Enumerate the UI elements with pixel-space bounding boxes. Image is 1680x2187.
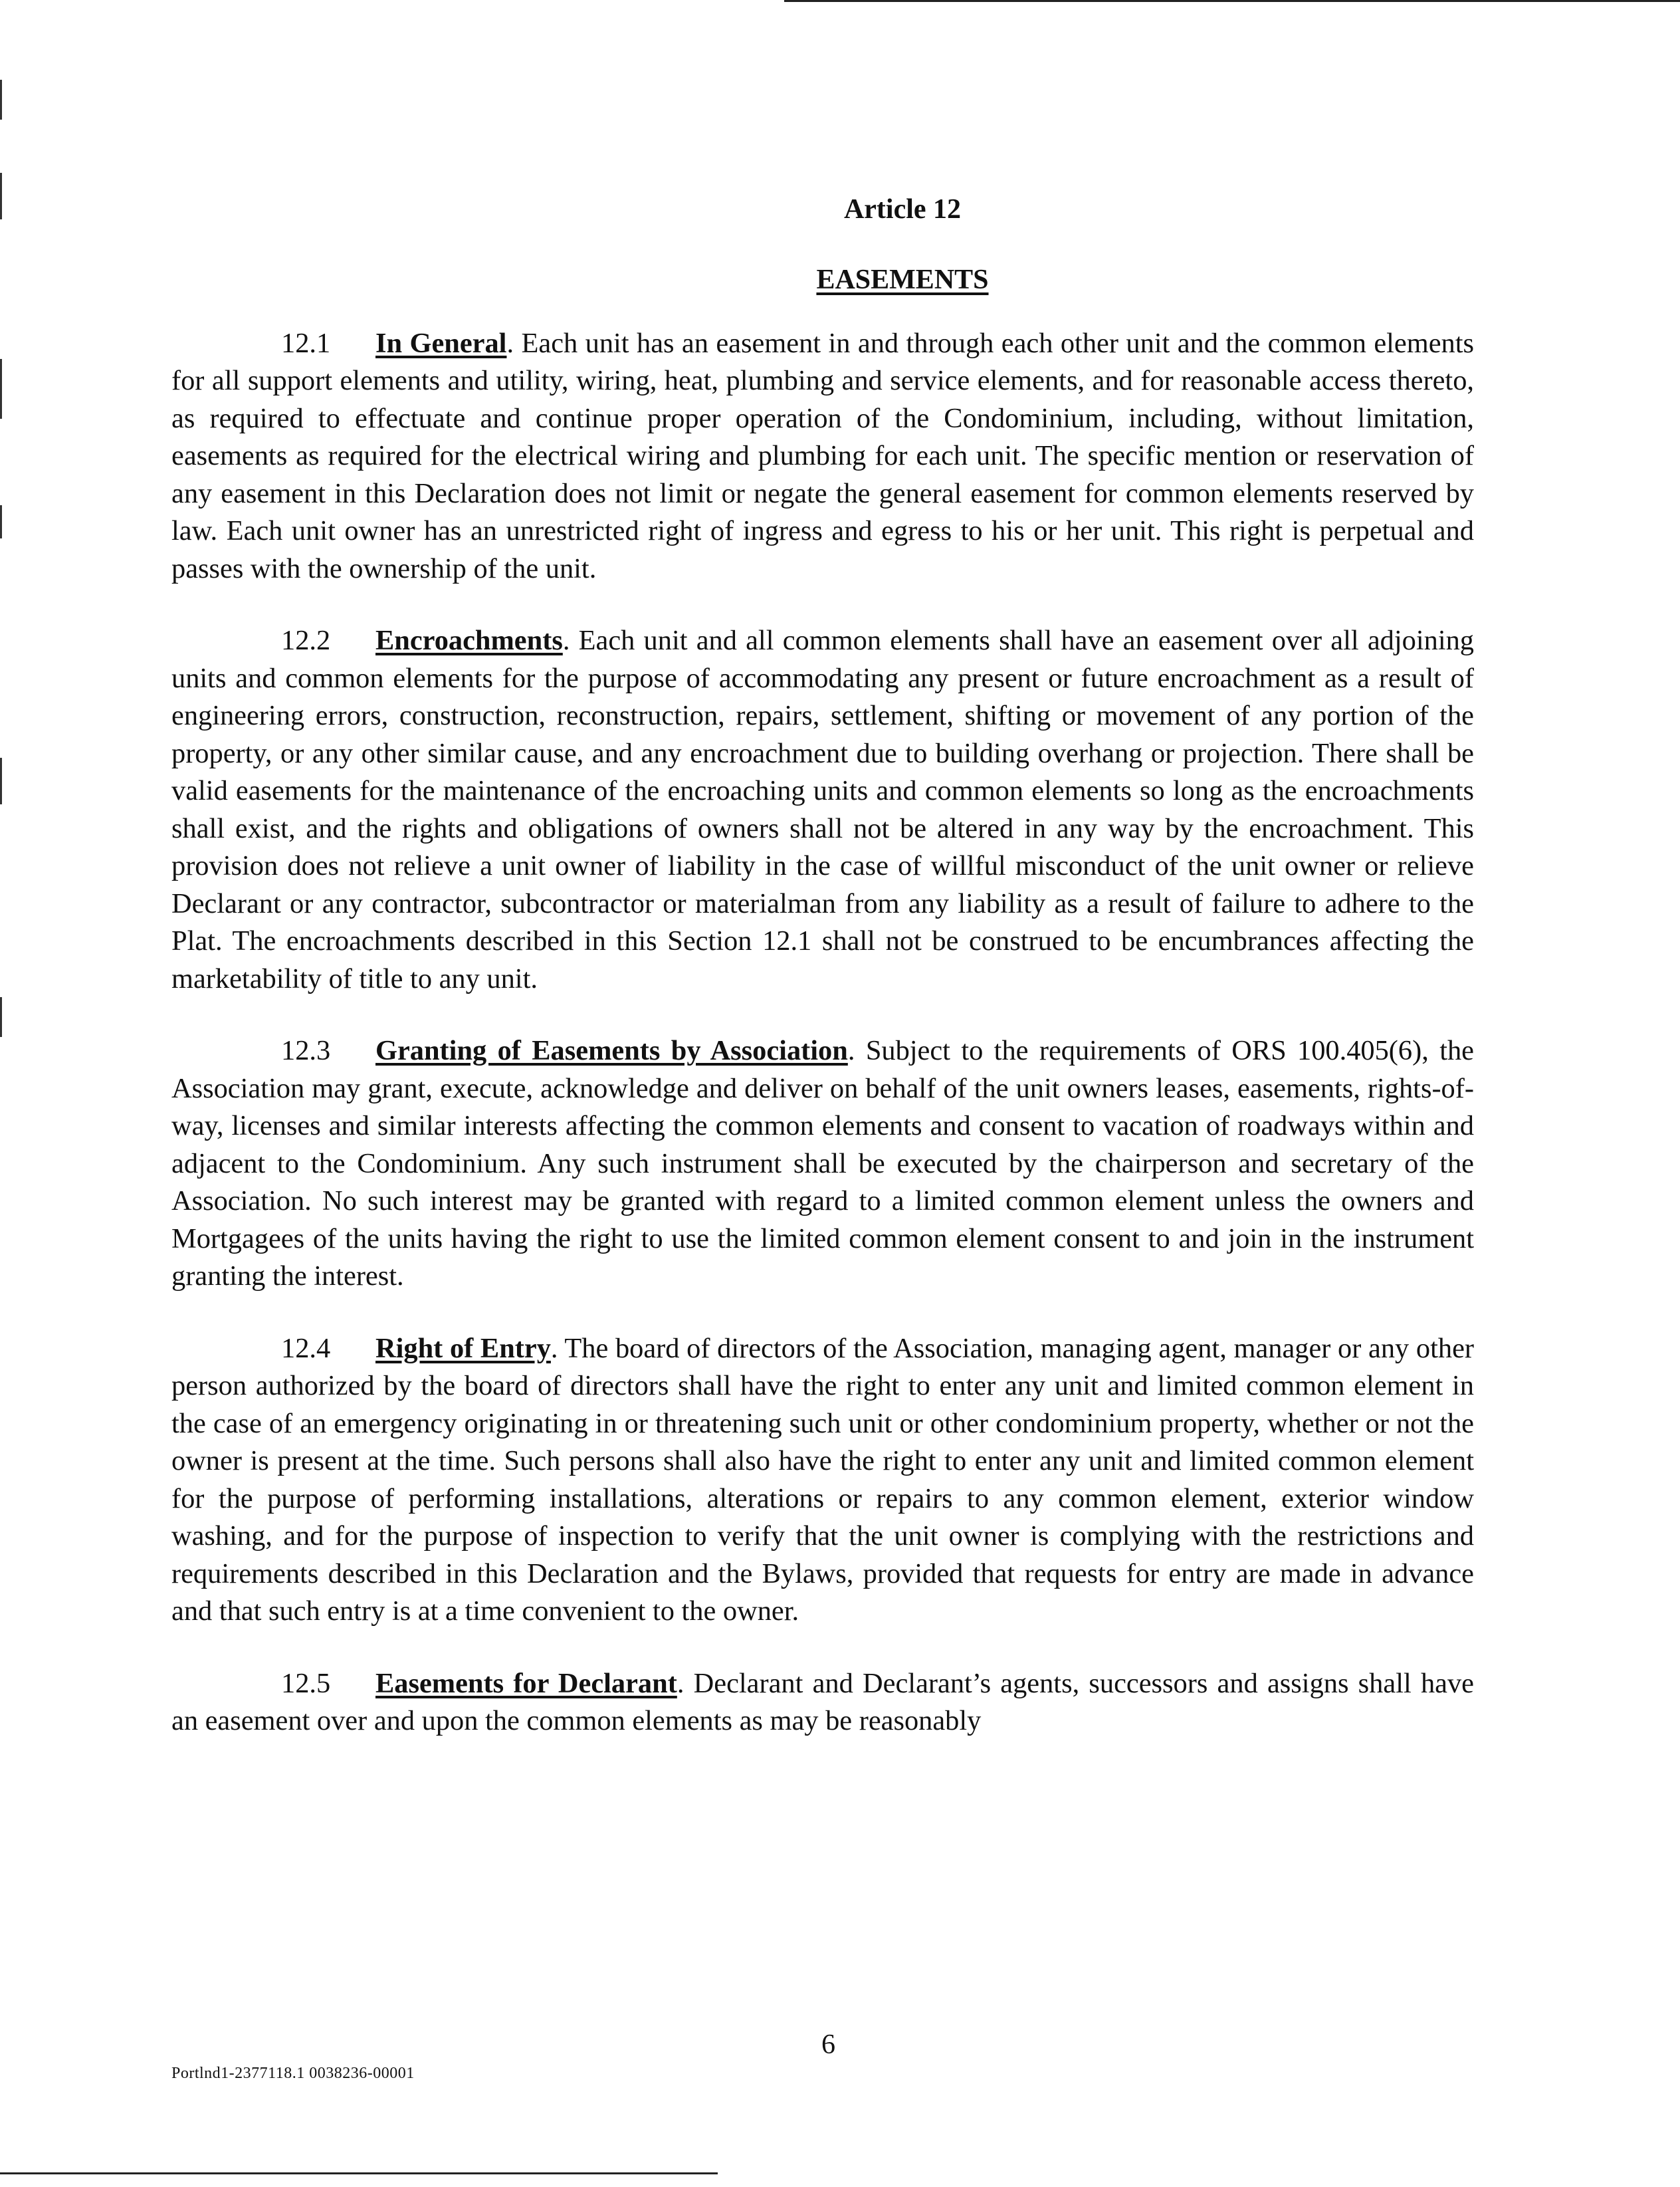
section-12-4: 12.4 Right of Entry. The board of directors of the Association, managing agent, manager or any other person authorized by the board of directors shall have the right to enter any unit and limited common element in the case of an emergency originating in or threatening such unit or other condominium property, whether or not the owner is present at the time. Such persons shall also have the right to enter any unit and limited common element for the purpose of performing installations, alterations or repairs to any common element, exterior window washing, and for the purpose of inspection to verify that the unit owner is complying with the restrictions and requirements described in this Declaration and the Bylaws, provided that requests for entry are made in advance and that such entry is at a time convenient to the owner. bbox=[171, 1330, 1474, 1631]
section-title: Easements for Declarant bbox=[375, 1667, 677, 1699]
page-number: 6 bbox=[821, 2029, 835, 2060]
document-page bbox=[171, 193, 1474, 1740]
section-number: 12.3 bbox=[281, 1035, 331, 1067]
section-text: Each unit has an easement in and through each other unit and the common elements for all support elements and utility, wiring, heat, plumbing and service elements, and for reasonable access thereto, as required to effectuate and continue proper operation of the Condominium, including, without limitation, easements as required for the electrical wiring and plumbing for each unit. The specific mention or reservation of any easement in this Declaration does not limit or negate the general easement for common elements reserved by law. Each unit owner has an unrestricted right of ingress and egress to his or her unit. This right is perpetual and passes with the ownership of the unit. bbox=[171, 327, 1475, 584]
scan-margin-mark bbox=[0, 80, 2, 120]
scan-margin-mark bbox=[0, 997, 2, 1037]
scan-edge-bottom bbox=[0, 2172, 718, 2174]
section-12-1: 12.1 In General. Each unit has an easement in and through each other unit and the common elements for all support elements and utility, wiring, heat, plumbing and service elements, and for reasonable access thereto, as required to effectuate and continue proper operation of the Condominium, including, without limitation, easements as required for the electrical wiring and plumbing for each unit. The specific mention or reservation of any easement in this Declaration does not limit or negate the general easement for common elements reserved by law. Each unit owner has an unrestricted right of ingress and egress to his or her unit. This right is perpetual and passes with the ownership of the unit. bbox=[171, 325, 1474, 588]
section-number: 12.2 bbox=[281, 625, 331, 657]
section-number: 12.5 bbox=[281, 1667, 331, 1699]
section-title: In General bbox=[375, 327, 507, 359]
section-title: Encroachments bbox=[375, 625, 563, 657]
section-12-2: 12.2 Encroachments. Each unit and all common elements shall have an easement over all adjoining units and common elements for the purpose of accommodating any present or future encroachment as a result of engineering errors, construction, reconstruction, repairs, settlement, shifting or movement of any portion of the property, or any other similar cause, and any encroachment due to building overhang or projection. There shall be valid easements for the maintenance of the encroaching units and common elements so long as the encroachments shall exist, and the rights and obligations of owners shall not be altered in any way by the encroachment. This provision does not relieve a unit owner of liability in the case of willful misconduct of the unit owner or relieve Declarant or any contractor, subcontractor or materialman from any liability as a result of failure to adhere to the Plat. The encroachments described in this Section 12.1 shall not be construed to be encumbrances affecting the marketability of title to any unit. bbox=[171, 622, 1474, 998]
section-number: 12.1 bbox=[281, 327, 331, 359]
document-id-footer: Portlnd1-2377118.1 0038236-00001 bbox=[171, 2065, 415, 2082]
scan-margin-mark bbox=[0, 359, 2, 419]
section-text: The board of directors of the Association, managing agent, manager or any other person authorized by the board of directors shall have the right to enter any unit and limited common element in the case of an emergency originating in or threatening such unit or other condominium property, whether or not the owner is present at the time. Such persons shall also have the right to enter any unit and limited common element for the purpose of performing installations, alterations or repairs to any common element, exterior window washing, and for the purpose of inspection to verify that the unit owner is complying with the restrictions and requirements described in this Declaration and the Bylaws, provided that requests for entry are made in advance and that such entry is at a time convenient to the owner. bbox=[171, 1332, 1475, 1627]
scan-margin-mark bbox=[0, 758, 2, 804]
section-number: 12.4 bbox=[281, 1332, 331, 1364]
article-heading: Article 12 bbox=[843, 194, 962, 225]
section-title: Granting of Easements by Association bbox=[375, 1035, 848, 1067]
section-text: Each unit and all common elements shall have an easement over all adjoining units and common elements for the purpose of accommodating any present or future encroachment as a result of engineering errors, construction, reconstruction, repairs, settlement, shifting or movement of any portion of the property, or any other similar cause, and any encroachment due to building overhang or projection. There shall be valid easements for the maintenance of the encroaching units and common elements so long as the encroachments shall exist, and the rights and obligations of owners shall not be altered in any way by the encroachment. This provision does not relieve a unit owner of liability in the case of willful misconduct of the unit owner or relieve Declarant or any contractor, subcontractor or materialman from any liability as a result of failure to adhere to the Plat. The encroachments described in this Section 12.1 shall not be construed to be encumbrances affecting the marketability of title to any unit. bbox=[171, 625, 1474, 994]
scan-edge-top bbox=[784, 0, 1680, 2]
article-title: EASEMENTS bbox=[816, 265, 989, 296]
section-12-3: 12.3 Granting of Easements by Association. Subject to the requirements of ORS 100.405(6), the Association may grant, execute, acknowledge and deliver on behalf of the unit owners leases, easements, rights-of-way, licenses and similar interests affecting the common elements and consent to vacation of roadways within and adjacent to the Condominium. Any such instrument shall be executed by the chairperson and secretary of the Association. No such interest may be granted with regard to a limited common element unless the owners and Mortgagees of the units having the right to use the limited common element consent to and join in the instrument granting the interest. bbox=[171, 1032, 1474, 1296]
section-text: Subject to the requirements of ORS 100.405(6), the Association may grant, execute, acknowledge and deliver on behalf of the unit owners leases, easements, rights-of-way, licenses and similar interests affecting the common elements and consent to vacation of roadways within and adjacent to the Condominium. Any such instrument shall be executed by the chairperson and secretary of the Association. No such interest may be granted with regard to a limited common element unless the owners and Mortgagees of the units having the right to use the limited common element consent to and join in the instrument granting the interest. bbox=[171, 1035, 1474, 1292]
section-12-5: 12.5 Easements for Declarant. Declarant and Declarant’s agents, successors and assigns shall have an easement over and upon the common elements as may be reasonably bbox=[171, 1665, 1474, 1740]
section-title: Right of Entry bbox=[375, 1332, 551, 1364]
scan-margin-mark bbox=[0, 505, 2, 538]
scan-margin-mark bbox=[0, 173, 2, 219]
section-text: Declarant and Declarant’s agents, successors and assigns shall have an easement over and upon the common elements as may be reasonably bbox=[171, 1667, 1474, 1737]
